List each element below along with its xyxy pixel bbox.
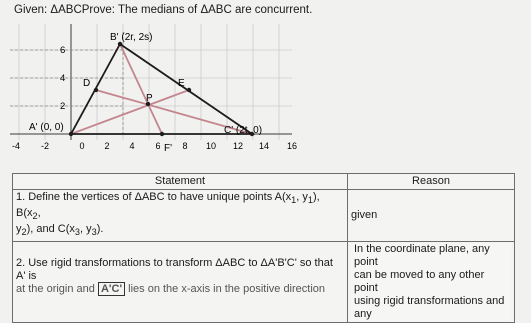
given-text: Given: ΔABC	[14, 4, 82, 16]
graph-svg	[0, 22, 300, 158]
statement-text: , y	[296, 191, 308, 203]
statement-text: lies on the x-axis in the positive direction	[128, 282, 326, 295]
statement-text: ).	[96, 223, 104, 236]
statement-text: , y	[79, 223, 92, 236]
x-tick-label: 14	[258, 141, 270, 151]
reason-text: can be moved to any other point	[351, 269, 511, 295]
subscript: 1	[291, 195, 297, 206]
x-tick-label: 16	[286, 141, 298, 151]
statement-line: 2. Use rigid transformations to transform ΔABC to ΔA'B'C' so that A' is	[16, 256, 333, 282]
median-lines	[71, 44, 252, 134]
d-label: D	[83, 78, 91, 89]
proof-table	[12, 173, 515, 323]
proof-header-row	[13, 174, 515, 190]
problem-prompt	[14, 4, 312, 16]
prove-text: Prove: The medians of ΔABC are concurrent.	[81, 4, 313, 16]
subscript: 3	[91, 227, 97, 238]
statement-text: 1. Define the vertices of ΔABC to have unique points A(x	[16, 191, 292, 203]
segment-label: A'C'	[98, 282, 125, 296]
statement-text: ), B(x	[16, 191, 320, 220]
subscript: 2	[21, 227, 27, 238]
dashed-lines	[10, 32, 123, 134]
reason-text: In the coordinate plane, any point	[351, 243, 511, 269]
statement-line-cut	[16, 283, 344, 296]
x-tick-label: 4	[129, 141, 135, 151]
y-tick-label: 2	[60, 101, 66, 112]
x-tick-label: -4	[11, 141, 21, 151]
subscript: 3	[74, 227, 80, 238]
statement-text: ,	[37, 207, 41, 220]
x-tick-label: 6	[155, 141, 161, 151]
a-prime-label: A' (0, 0)	[29, 122, 64, 133]
triangle	[71, 44, 252, 134]
x-tick-label: 10	[205, 141, 217, 151]
reason-text: using rigid transformations and any	[351, 295, 511, 321]
reason-cell: given	[348, 190, 515, 242]
subscript: 2	[32, 211, 38, 222]
statement-cell	[13, 190, 348, 242]
x-tick-label: 12	[232, 141, 244, 151]
y-tick-label: 6	[60, 45, 66, 56]
reason-cell	[348, 241, 515, 322]
coordinate-graph	[0, 22, 300, 158]
f-label: F'	[164, 143, 173, 154]
c-prime-label: C' (2t, 0)	[224, 125, 263, 136]
statement-text: y	[16, 223, 22, 236]
y-tick-label: 4	[60, 73, 66, 84]
reason-header: Reason	[348, 174, 515, 190]
b-prime-label: B' (2r, 2s)	[110, 32, 153, 43]
p-label: P	[146, 93, 153, 104]
statement-header: Statement	[13, 174, 348, 190]
proof-row	[13, 190, 515, 242]
statement-cell	[13, 241, 348, 322]
subscript: 1	[307, 195, 313, 206]
x-tick-label: 0	[79, 141, 85, 151]
x-tick-label: 2	[104, 141, 110, 151]
statement-text: at the origin and	[16, 282, 95, 295]
statement-text: ), and C(x	[26, 223, 75, 236]
e-label: E	[178, 78, 185, 89]
proof-row	[13, 241, 515, 322]
x-tick-label: -2	[40, 141, 50, 151]
x-tick-label: 8	[182, 141, 188, 151]
